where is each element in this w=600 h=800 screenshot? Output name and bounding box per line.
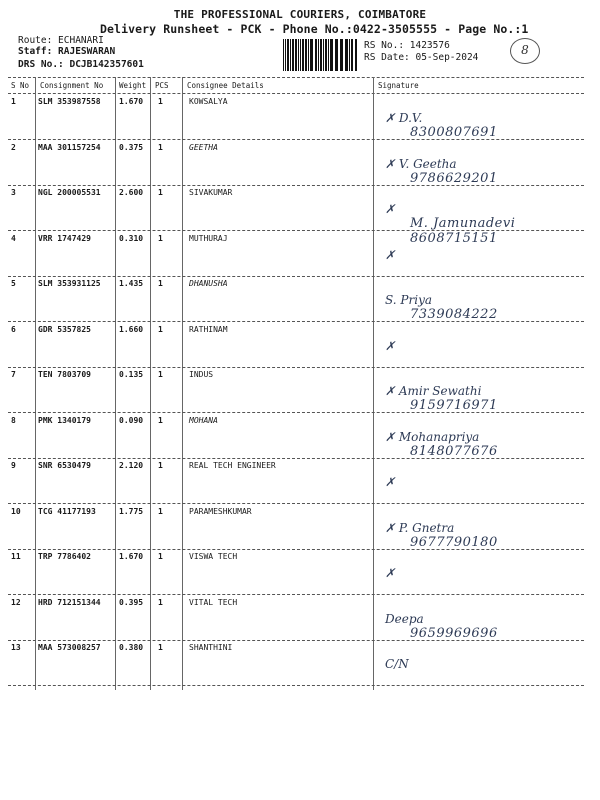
col-divider [373,77,374,690]
row-consignment-no: HRD 712151344 [38,598,101,607]
row-sno: 13 [11,643,21,652]
col-sno: S No [11,81,30,90]
table-top-rule [8,77,584,78]
company-title: THE PROFESSIONAL COURIERS, COIMBATORE [173,8,427,21]
staff-label: Staff: RAJESWARAN [18,46,116,57]
row-pcs: 1 [158,552,163,561]
row-signature-name: ✗ Mohanapriya [385,430,480,444]
row-divider [8,230,584,231]
barcode-bar [352,39,353,71]
row-signature-phone: 8148077676 [410,444,498,459]
row-weight: 2.600 [119,188,144,197]
barcode-bar [288,39,289,71]
row-consignment-no: TCG 41177193 [38,507,96,516]
row-weight: 0.380 [119,643,144,652]
row-signature-name: S. Priya [385,293,433,307]
row-signature-name: ✗ D.V. [385,111,423,125]
col-consignment: Consignment No [40,81,104,90]
barcode-bar [312,39,313,71]
row-weight: 1.775 [119,507,144,516]
row-consignee: MUTHURAJ [189,234,228,243]
row-signature-name: ✗ [385,566,396,580]
row-weight: 0.395 [119,598,144,607]
row-divider [8,412,584,413]
row-consignee: MOHANA [189,416,218,425]
row-pcs: 1 [158,643,163,652]
row-sno: 4 [11,234,16,243]
col-divider [35,77,36,690]
rs-number: RS No.: 1423576 [364,40,450,51]
row-pcs: 1 [158,325,163,334]
circled-page-mark: 8 [510,38,540,64]
row-divider [8,185,584,186]
row-signature-phone: 9659969696 [410,626,498,641]
row-sno: 5 [11,279,16,288]
drs-number: DRS No.: DCJB142357601 [18,59,144,70]
row-divider [8,458,584,459]
row-sno: 12 [11,598,21,607]
row-divider [8,276,584,277]
row-consignment-no: SLM 353987558 [38,97,101,106]
row-weight: 0.090 [119,416,144,425]
rs-date: RS Date: 05-Sep-2024 [364,52,479,63]
row-pcs: 1 [158,461,163,470]
row-consignee: VISWA TECH [189,552,238,561]
row-consignment-no: TRP 7786402 [38,552,91,561]
row-sno: 11 [11,552,21,561]
row-sno: 8 [11,416,16,425]
row-signature-phone: 9786629201 [410,171,498,186]
row-weight: 1.670 [119,97,144,106]
row-pcs: 1 [158,234,163,243]
row-sno: 6 [11,325,16,334]
row-signature-phone: 9159716971 [410,398,498,413]
row-divider [8,640,584,641]
row-divider [8,594,584,595]
row-sno: 9 [11,461,16,470]
col-pcs: PCS [155,81,169,90]
barcode-bar [337,39,338,71]
row-signature-name: ✗ V. Geetha [385,157,457,171]
row-sno: 7 [11,370,16,379]
row-signature-name: ✗ [385,248,396,262]
row-consignment-no: SNR 6530479 [38,461,91,470]
row-weight: 1.435 [119,279,144,288]
row-pcs: 1 [158,188,163,197]
row-divider [8,685,584,686]
row-consignment-no: GDR 5357825 [38,325,91,334]
row-divider [8,139,584,140]
row-consignee: DHANUSHA [189,279,228,288]
row-consignee: INDUS [189,370,214,379]
row-weight: 0.135 [119,370,144,379]
row-signature-name: C/N [385,657,409,671]
row-sno: 1 [11,97,16,106]
row-consignment-no: NGL 200005531 [38,188,101,197]
row-sno: 10 [11,507,21,516]
col-divider [182,77,183,690]
row-signature-name: ✗ P. Gnetra [385,521,455,535]
row-consignee: KOWSALYA [189,97,228,106]
row-divider [8,549,584,550]
row-divider [8,503,584,504]
col-weight: Weight [119,81,147,90]
barcode-bar [326,39,327,71]
row-sno: 2 [11,143,16,152]
header-bottom-rule [8,93,584,94]
row-consignee: SHANTHINI [189,643,233,652]
row-consignee: SIVAKUMAR [189,188,233,197]
barcode [283,39,357,71]
row-consignee: GEETHA [189,143,218,152]
row-weight: 0.310 [119,234,144,243]
row-weight: 1.670 [119,552,144,561]
row-consignment-no: TEN 7803709 [38,370,91,379]
row-sno: 3 [11,188,16,197]
row-consignee: VITAL TECH [189,598,238,607]
row-pcs: 1 [158,279,163,288]
row-signature-name: ✗ [385,475,396,489]
row-pcs: 1 [158,416,163,425]
col-divider [150,77,151,690]
row-consignment-no: MAA 573008257 [38,643,101,652]
row-signature-phone: 8300807691 [410,125,498,140]
row-consignment-no: SLM 353931125 [38,279,101,288]
row-consignment-no: VRR 1747429 [38,234,91,243]
row-consignee: PARAMESHKUMAR [189,507,252,516]
row-pcs: 1 [158,143,163,152]
row-pcs: 1 [158,370,163,379]
col-divider [115,77,116,690]
row-weight: 0.375 [119,143,144,152]
route-label: Route: ECHANARI [18,35,104,46]
row-signature-name: ✗ [385,202,396,216]
row-signature-phone: M. Jamunadevi 8608715151 [410,216,516,246]
row-signature-name: Deepa [385,612,424,626]
row-pcs: 1 [158,507,163,516]
row-signature-name: ✗ Amir Sewathi [385,384,482,398]
row-consignee: REAL TECH ENGINEER [189,461,276,470]
row-pcs: 1 [158,598,163,607]
col-consignee: Consignee Details [187,81,264,90]
runsheet-title: Delivery Runsheet - PCK - Phone No.:0422-3505555 - Page No.:1 [100,22,529,36]
row-weight: 1.660 [119,325,144,334]
barcode-bar [300,39,301,71]
row-divider [8,321,584,322]
row-signature-phone: 9677790180 [410,535,498,550]
col-signature: Signature [378,81,419,90]
row-pcs: 1 [158,97,163,106]
row-consignment-no: PMK 1340179 [38,416,91,425]
row-divider [8,367,584,368]
row-weight: 2.120 [119,461,144,470]
row-signature-name: ✗ [385,339,396,353]
row-signature-phone: 7339084222 [410,307,498,322]
row-consignee: RATHINAM [189,325,228,334]
row-consignment-no: MAA 301157254 [38,143,101,152]
